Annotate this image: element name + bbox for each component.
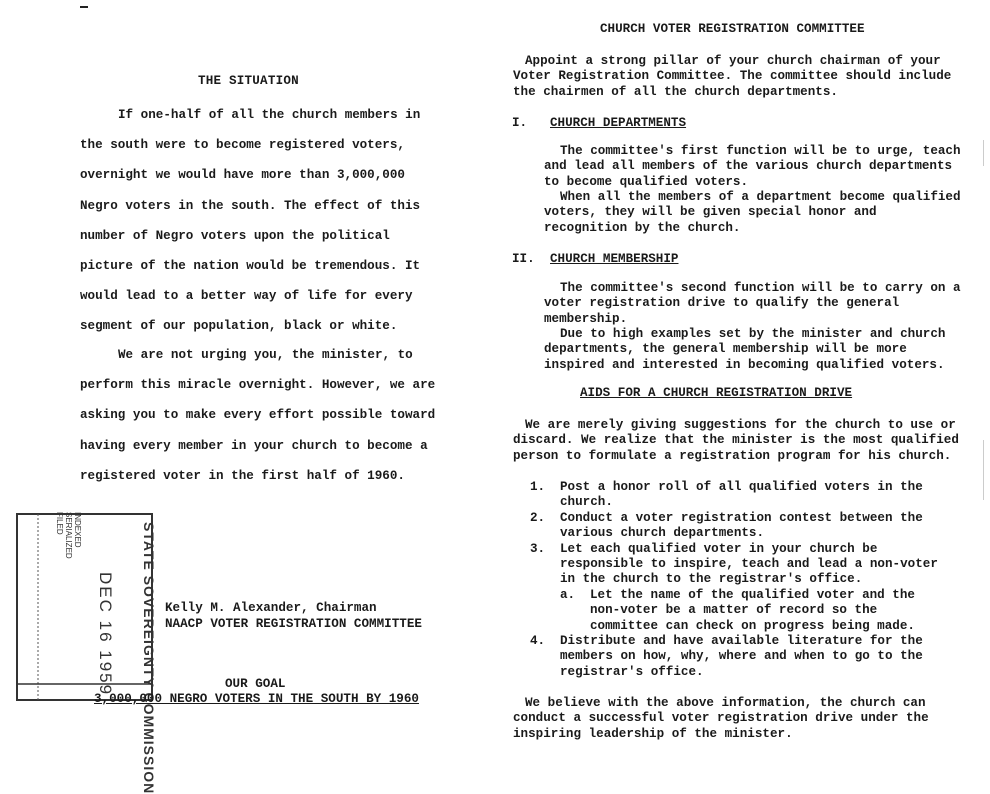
list-item-text: Distribute and have available literature for the members on how, why, where and when to go to the registrar's office. bbox=[560, 634, 923, 679]
section-2-title: CHURCH MEMBERSHIP bbox=[550, 252, 679, 266]
list-item-number: 3. bbox=[530, 541, 546, 556]
aids-list bbox=[530, 480, 950, 680]
section-1-para-1: The committee's first function will be to urge, teach and lead all members of the various church departments to become qualified voters. bbox=[544, 144, 961, 189]
section-1-para-2: When all the members of a department become qualified voters, they will be given special honor and recognition by the church. bbox=[544, 190, 961, 235]
aids-intro: We are merely giving suggestions for the church to use or discard. We realize that the minister is the most qualified person to formulate a registration program for his church. bbox=[513, 418, 959, 463]
list-item-number: 1. bbox=[530, 480, 546, 494]
sub-list bbox=[560, 588, 950, 634]
section-2-heading bbox=[512, 252, 678, 266]
list-item-text: Let each qualified voter in your church be responsible to inspire, teach and lead a non-voter in the church to the registrar's office. bbox=[560, 541, 938, 587]
scan-mark bbox=[983, 440, 984, 500]
goal-text: 3,000,000 NEGRO VOTERS IN THE SOUTH BY 1960 bbox=[94, 692, 419, 706]
list-item-number: 2. bbox=[530, 510, 546, 525]
stamp-date: DEC 16 1959 bbox=[96, 572, 115, 697]
list-item bbox=[530, 480, 950, 511]
section-2-para-1: The committee's second function will be to carry on a voter registration drive to qualify the general membership. bbox=[544, 281, 961, 326]
sub-list-item bbox=[560, 588, 950, 634]
signature-name: Kelly M. Alexander, Chairman bbox=[165, 601, 377, 615]
scan-mark bbox=[983, 140, 984, 166]
situation-paragraph-2: We are not urging you, the minister, to perform this miracle overnight. However, we are asking you to make every effort possible toward having every member in your church to become a registered voter in the first half of 1960. bbox=[80, 348, 436, 483]
signature-org: NAACP VOTER REGISTRATION COMMITTEE bbox=[165, 617, 422, 631]
committee-title: CHURCH VOTER REGISTRATION COMMITTEE bbox=[600, 22, 865, 36]
stamp-state-name: STATE SOVEREIGNTY COMMISSION bbox=[141, 522, 157, 794]
goal-title: OUR GOAL bbox=[225, 677, 286, 691]
list-item-text: Conduct a voter registration contest between the various church departments. bbox=[560, 510, 923, 541]
list-item-text: Post a honor roll of all qualified voters in the church. bbox=[560, 480, 923, 510]
list-item bbox=[530, 511, 950, 542]
left-page bbox=[0, 0, 480, 794]
section-1-title: CHURCH DEPARTMENTS bbox=[550, 116, 687, 130]
sub-list-item-letter: a. bbox=[560, 587, 576, 602]
right-page bbox=[480, 0, 990, 763]
situation-title: THE SITUATION bbox=[198, 74, 299, 88]
stamp-label-filed: FILED bbox=[55, 512, 64, 535]
section-2-para-2: Due to high examples set by the minister and church departments, the general membership will be more inspired and interested in becoming qualified voters. bbox=[544, 327, 946, 372]
committee-intro: Appoint a strong pillar of your church chairman of your Voter Registration Committee. The committee should include the chairmen of all the church departments. bbox=[513, 54, 952, 99]
scan-mark bbox=[80, 6, 88, 8]
stamp-label-serialized: SERIALIZED bbox=[64, 512, 73, 559]
list-item bbox=[530, 634, 950, 680]
sub-list-item-text: Let the name of the qualified voter and the non-voter be a matter of record so the committee can check on progress being made. bbox=[590, 587, 915, 633]
list-item-number: 4. bbox=[530, 634, 546, 649]
section-2-number: II. bbox=[512, 252, 535, 266]
list-item bbox=[530, 542, 950, 634]
situation-paragraph-1: If one-half of all the church members in the south were to become registered voters, overnight we would have more than 3,000,000 Negro voters in the south. The effect of this number of Negro voters upon the political picture of the nation would be tremendous. It would lead to a better way of life for every segment of our population, black or white. bbox=[80, 108, 421, 334]
commission-stamp bbox=[14, 512, 166, 794]
closing-paragraph: We believe with the above information, the church can conduct a successful voter registration drive under the inspiring leadership of the minister. bbox=[513, 696, 929, 741]
section-1-heading bbox=[512, 116, 686, 130]
signature-block bbox=[165, 600, 422, 632]
aids-heading: AIDS FOR A CHURCH REGISTRATION DRIVE bbox=[580, 386, 853, 400]
section-1-number: I. bbox=[512, 116, 528, 130]
stamp-label-indexed: INDEXED bbox=[73, 512, 82, 548]
